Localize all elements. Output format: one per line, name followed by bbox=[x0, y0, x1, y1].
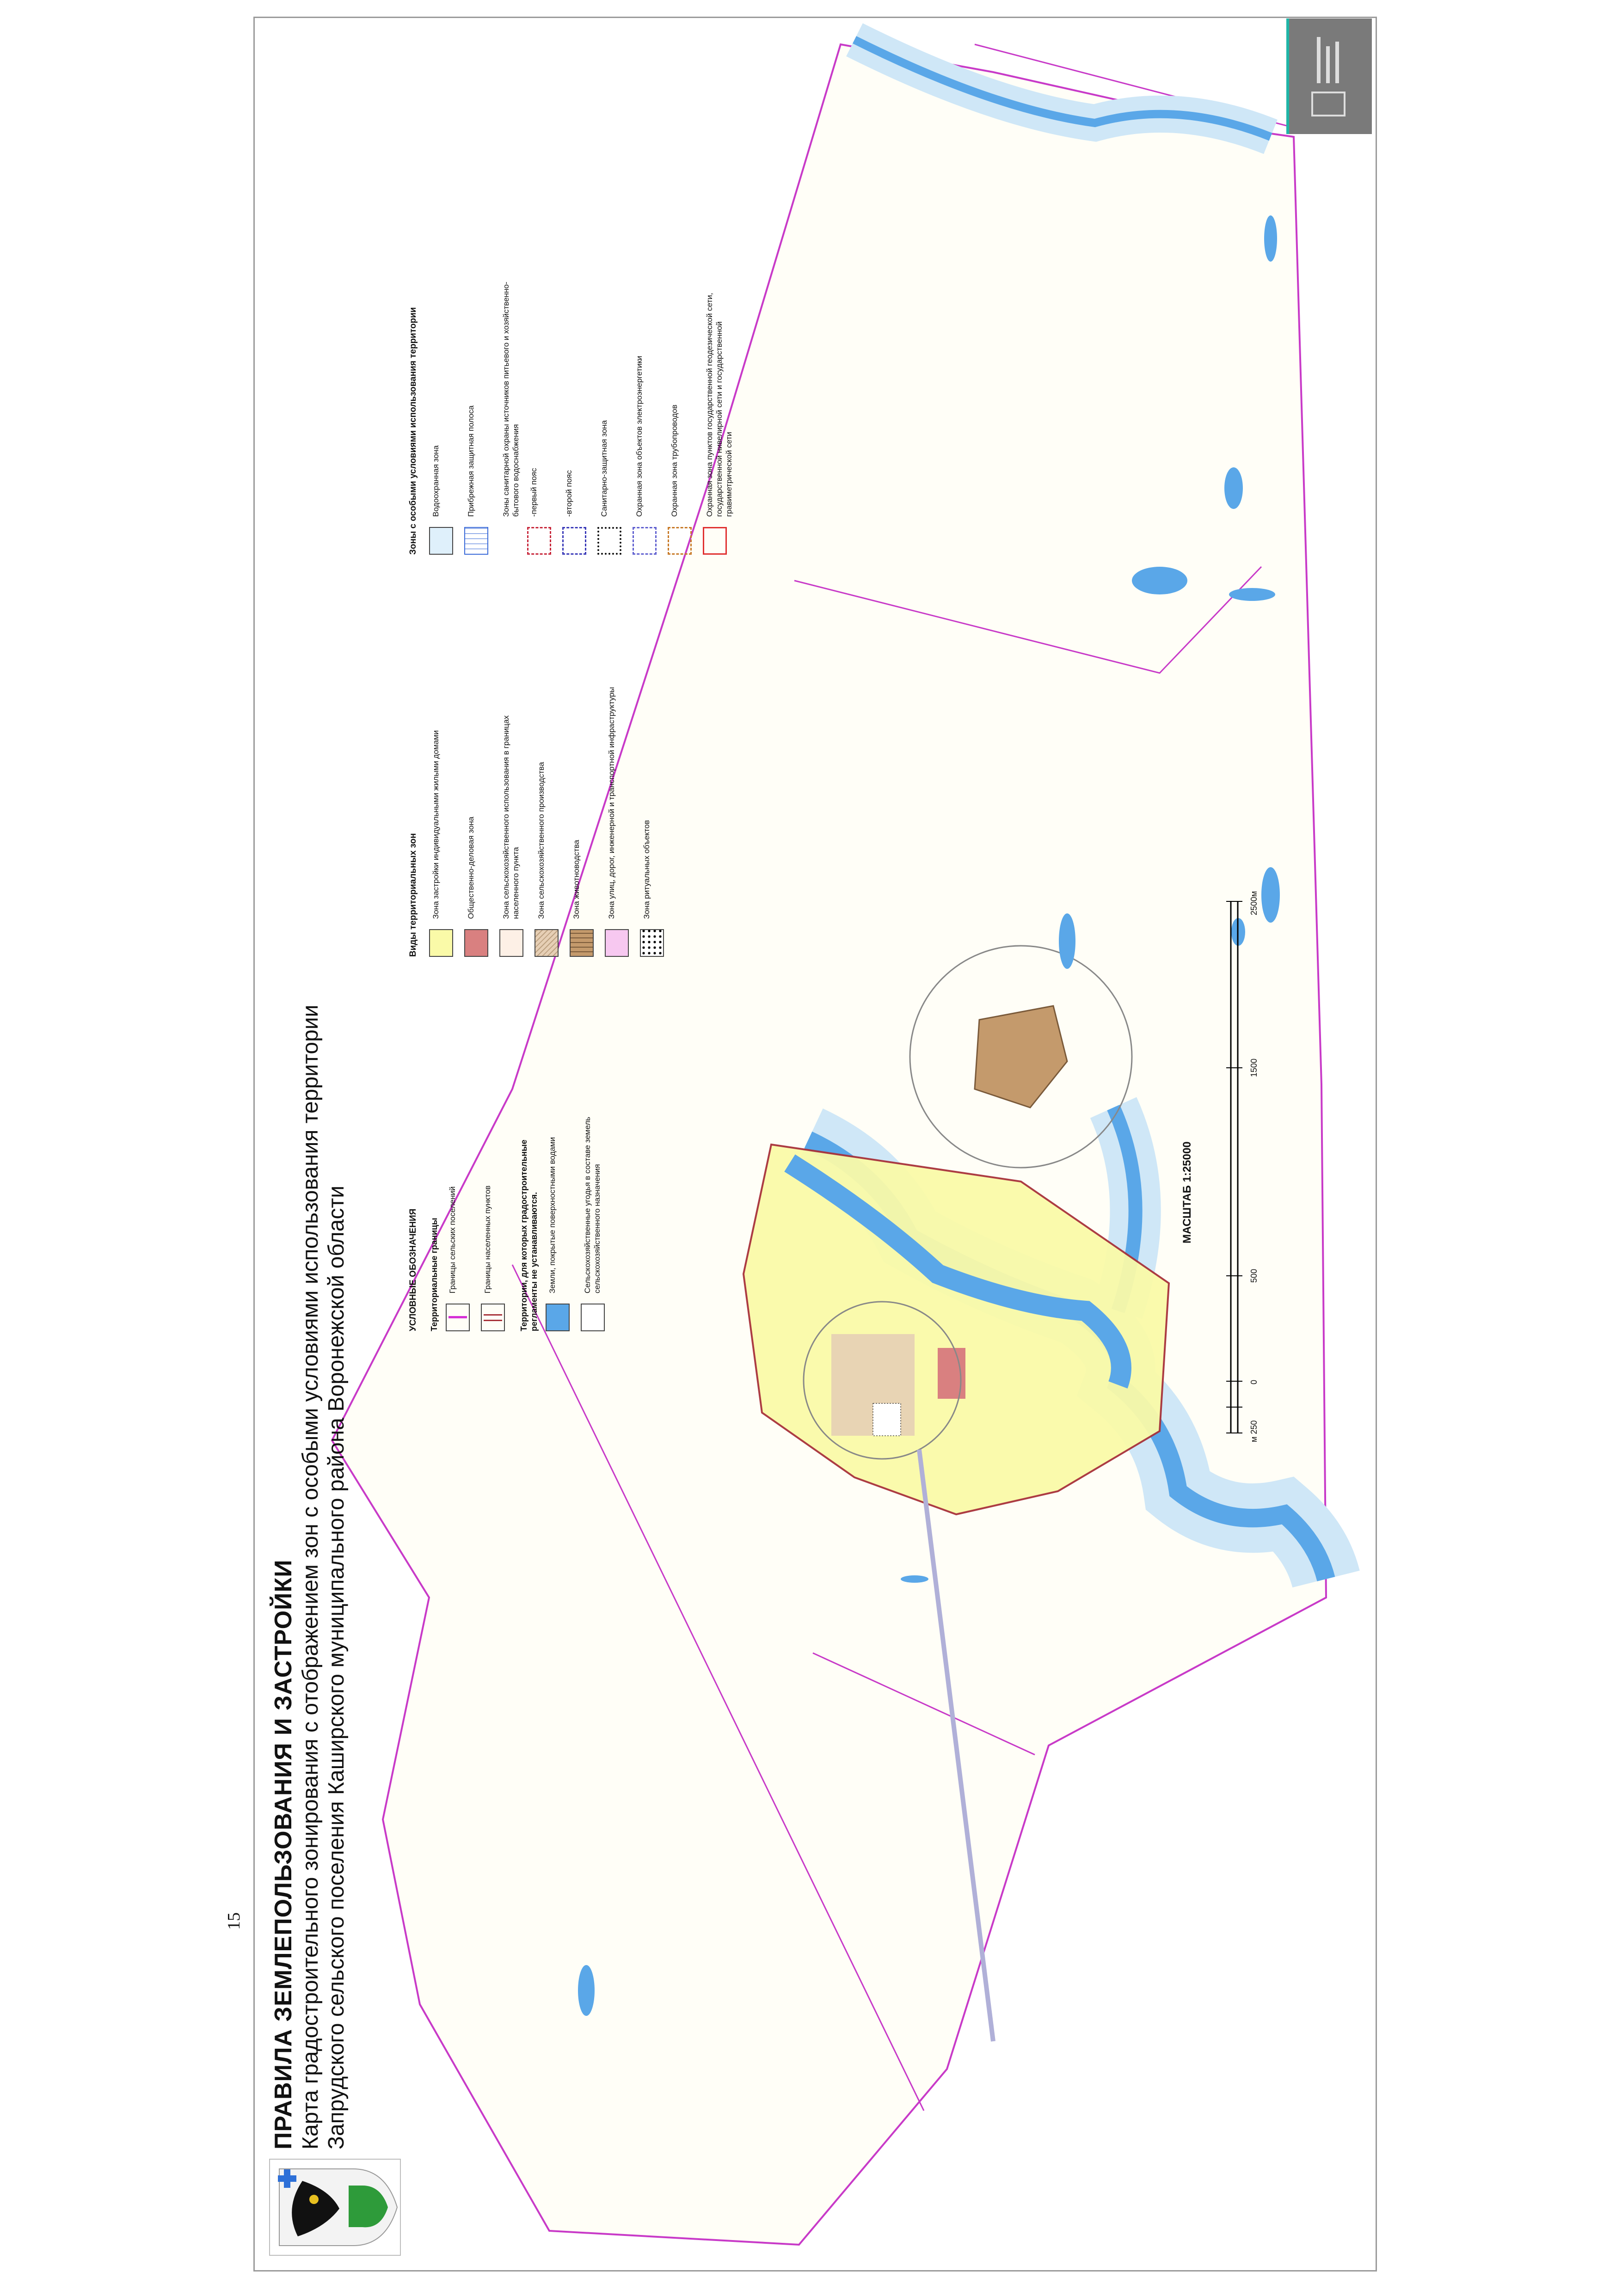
legend-item-settlement-boundary: Границы населенных пунктов bbox=[481, 1053, 516, 1331]
title-block bbox=[269, 670, 350, 2149]
legend-item-pipelines: Охранная зона трубопроводов bbox=[668, 92, 703, 555]
boundary-swatch bbox=[446, 1304, 470, 1331]
legend-item-belt-one: -первый пояс bbox=[527, 92, 562, 555]
legend-item-water-protection: Водоохранная зона bbox=[429, 92, 464, 555]
scale-bar bbox=[1180, 888, 1272, 1442]
legend-group-title: Территории, для которых градостроительные регламенты не устанавливаются. bbox=[519, 1139, 539, 1331]
publisher-logo-icon bbox=[1286, 18, 1372, 134]
legend-item-agri-production: Зона сельскохозяйственного производства bbox=[535, 541, 570, 957]
legend-item-agri-use: Зона сельскохозяйственного использования в границах населенного пункта bbox=[499, 541, 535, 957]
legend-item-livestock: Зона животноводства bbox=[570, 541, 605, 957]
scale-tick: 0 bbox=[1249, 1379, 1259, 1384]
subtitle-settlement: Запрудского сельского поселения Каширского муниципального района Воронежской области bbox=[324, 1185, 349, 2149]
agri-land-swatch bbox=[581, 1304, 605, 1331]
legend-item-residential: Зона застройки индивидуальными жилыми домами bbox=[429, 541, 464, 957]
legend-item-power-lines: Охранная зона объектов электроэнергетики bbox=[633, 92, 668, 555]
water-swatch bbox=[546, 1304, 570, 1331]
legend-column-zones bbox=[408, 541, 675, 957]
legend-item-public-business: Общественно-деловая зона bbox=[464, 541, 499, 957]
subtitle-map-type: Карта градостроительного зонирования с отображением зон с особыми условиями использования территории bbox=[298, 1004, 323, 2149]
page-number: 15 bbox=[224, 1912, 244, 1930]
page-title: ПРАВИЛА ЗЕМЛЕПОЛЬЗОВАНИЯ И ЗАСТРОЙКИ bbox=[270, 1559, 297, 2149]
boundary-swatch bbox=[481, 1304, 505, 1331]
legend-item-village-boundary: Границы сельских поселений bbox=[446, 1053, 481, 1331]
map-sheet bbox=[255, 18, 1374, 2265]
legend-group-title: Территориальные границы bbox=[430, 1218, 439, 1331]
scale-tick: 2500м bbox=[1249, 891, 1259, 915]
scale-tick: 1500 bbox=[1249, 1058, 1259, 1077]
legend-column-special-zones bbox=[408, 92, 738, 555]
legend-group-title: Зоны с особыми условиями использования территории bbox=[408, 307, 418, 555]
legend-column-boundaries bbox=[408, 1053, 616, 1331]
coat-of-arms-icon bbox=[269, 2159, 401, 2256]
legend-item-agri-land: Сельскохозяйственные угодья в составе земель сельскохозяйственного назначения bbox=[581, 1053, 616, 1331]
legend-item-water: Земли, покрытые поверхностными водами bbox=[546, 1053, 581, 1331]
scale-tick: м 250 bbox=[1249, 1420, 1259, 1442]
legend-group-title: Виды территориальных зон bbox=[408, 833, 418, 957]
legend-item-sanitary-protection: Санитарно-защитная зона bbox=[597, 92, 633, 555]
legend-item-infrastructure: Зона улиц, дорог, инженерной и транспортной инфраструктуры bbox=[605, 541, 640, 957]
scale-tick: 500 bbox=[1249, 1268, 1259, 1283]
scale-title: МАСШТАБ 1:25000 bbox=[1181, 1141, 1193, 1243]
legend-heading: УСЛОВНЫЕ ОБОЗНАЧЕНИЯ bbox=[408, 1208, 418, 1331]
legend-item-geodetic: Охранная зона пунктов государственной геодезической сети, государственной нивелирной сети и государственной гравиметрической сети bbox=[703, 92, 738, 555]
legend-item-sanitary-water: Зоны санитарной охраны источников питьевого и хозяйственно-бытового водоснабжения bbox=[502, 282, 520, 517]
legend-item-belt-two: -второй пояс bbox=[562, 92, 597, 555]
legend-item-coastal-strip: Прибрежная защитная полоса bbox=[464, 92, 499, 555]
legend-item-cemetery: Зона ритуальных объектов bbox=[640, 541, 675, 957]
